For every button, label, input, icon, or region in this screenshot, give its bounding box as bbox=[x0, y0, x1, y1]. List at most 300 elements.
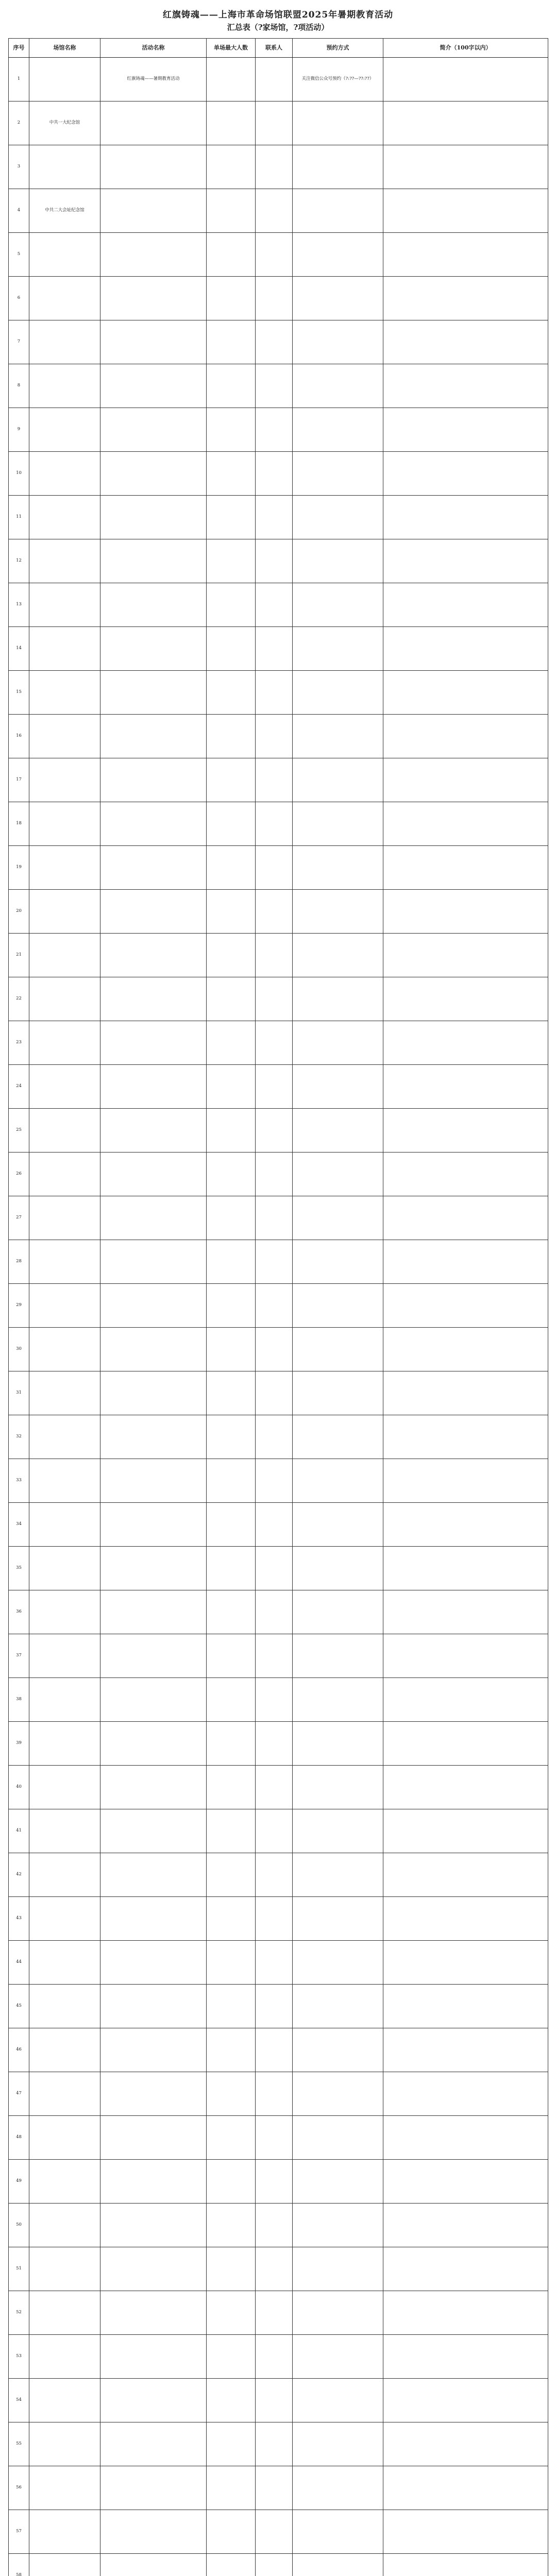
contact-person-cell bbox=[256, 408, 293, 452]
activity-intro-cell bbox=[383, 1109, 548, 1153]
venue-name-cell bbox=[29, 2510, 100, 2554]
table-row bbox=[9, 364, 548, 408]
contact-person-cell bbox=[256, 1853, 293, 1897]
booking-method-cell bbox=[293, 2247, 383, 2291]
activity-intro-cell bbox=[383, 1503, 548, 1547]
row-index-cell: 58 bbox=[9, 2554, 29, 2576]
row-index-cell: 53 bbox=[9, 2335, 29, 2379]
row-index-cell: 24 bbox=[9, 1065, 29, 1109]
max-capacity-cell bbox=[207, 627, 256, 671]
max-capacity-cell bbox=[207, 189, 256, 233]
activity-name-cell bbox=[100, 758, 207, 802]
row-index-cell: 50 bbox=[9, 2204, 29, 2247]
contact-person-cell bbox=[256, 1153, 293, 1196]
contact-person-cell bbox=[256, 671, 293, 715]
table-row bbox=[9, 2422, 548, 2466]
max-capacity-cell bbox=[207, 934, 256, 977]
booking-method-cell bbox=[293, 758, 383, 802]
booking-method-cell bbox=[293, 1503, 383, 1547]
max-capacity-cell bbox=[207, 890, 256, 934]
contact-person-cell bbox=[256, 1897, 293, 1941]
venue-name-cell bbox=[29, 1021, 100, 1065]
row-index-cell: 36 bbox=[9, 1590, 29, 1634]
table-row bbox=[9, 1809, 548, 1853]
activity-name-cell bbox=[100, 1634, 207, 1678]
booking-method-cell bbox=[293, 1722, 383, 1766]
booking-method-cell bbox=[293, 1634, 383, 1678]
max-capacity-cell bbox=[207, 1590, 256, 1634]
max-capacity-cell bbox=[207, 408, 256, 452]
contact-person-cell bbox=[256, 890, 293, 934]
venue-name-cell bbox=[29, 1065, 100, 1109]
header-cell-venue: 场馆名称 bbox=[29, 39, 100, 58]
booking-method-cell bbox=[293, 2072, 383, 2116]
contact-person-cell bbox=[256, 2072, 293, 2116]
venue-name-cell bbox=[29, 1328, 100, 1371]
max-capacity-cell bbox=[207, 2335, 256, 2379]
table-row bbox=[9, 1766, 548, 1809]
contact-person-cell bbox=[256, 189, 293, 233]
row-index-cell: 11 bbox=[9, 496, 29, 539]
table-row bbox=[9, 1941, 548, 1985]
booking-method-cell bbox=[293, 1065, 383, 1109]
row-index-cell: 29 bbox=[9, 1284, 29, 1328]
activity-name-cell bbox=[100, 2204, 207, 2247]
max-capacity-cell bbox=[207, 1809, 256, 1853]
max-capacity-cell bbox=[207, 1722, 256, 1766]
activity-intro-cell bbox=[383, 715, 548, 758]
table-row bbox=[9, 320, 548, 364]
table-row bbox=[9, 1109, 548, 1153]
max-capacity-cell bbox=[207, 1503, 256, 1547]
table-row bbox=[9, 452, 548, 496]
row-index-cell: 2 bbox=[9, 101, 29, 145]
row-index-cell: 32 bbox=[9, 1415, 29, 1459]
venue-name-cell bbox=[29, 890, 100, 934]
activity-intro-cell bbox=[383, 2554, 548, 2576]
activity-intro-cell bbox=[383, 277, 548, 320]
contact-person-cell bbox=[256, 977, 293, 1021]
booking-method-cell bbox=[293, 2160, 383, 2204]
max-capacity-cell bbox=[207, 2247, 256, 2291]
booking-method-cell bbox=[293, 1284, 383, 1328]
max-capacity-cell bbox=[207, 2028, 256, 2072]
max-capacity-cell bbox=[207, 1853, 256, 1897]
activity-intro-cell bbox=[383, 1678, 548, 1722]
activity-name-cell bbox=[100, 189, 207, 233]
table-row bbox=[9, 934, 548, 977]
activity-intro-cell bbox=[383, 627, 548, 671]
contact-person-cell bbox=[256, 2554, 293, 2576]
booking-method-cell bbox=[293, 1153, 383, 1196]
venue-name-cell bbox=[29, 1153, 100, 1196]
contact-person-cell bbox=[256, 1240, 293, 1284]
venue-name-cell bbox=[29, 1284, 100, 1328]
max-capacity-cell bbox=[207, 977, 256, 1021]
activity-name-cell bbox=[100, 2116, 207, 2160]
row-index-cell: 4 bbox=[9, 189, 29, 233]
header-cell-intro: 简介（100字以内） bbox=[383, 39, 548, 58]
venue-name-cell bbox=[29, 2160, 100, 2204]
activity-intro-cell bbox=[383, 1766, 548, 1809]
table-row bbox=[9, 2554, 548, 2576]
document-title: 红旗铸魂——上海市革命场馆联盟2025年暑期教育活动 bbox=[162, 10, 394, 20]
activity-name-cell bbox=[100, 671, 207, 715]
max-capacity-cell bbox=[207, 2554, 256, 2576]
booking-method-cell bbox=[293, 145, 383, 189]
activity-intro-cell bbox=[383, 934, 548, 977]
max-capacity-cell bbox=[207, 452, 256, 496]
activity-intro-cell bbox=[383, 2335, 548, 2379]
booking-method-cell bbox=[293, 2379, 383, 2422]
row-index-cell: 40 bbox=[9, 1766, 29, 1809]
activity-intro-cell bbox=[383, 758, 548, 802]
table-row bbox=[9, 1590, 548, 1634]
row-index-cell: 7 bbox=[9, 320, 29, 364]
venue-name-cell bbox=[29, 2554, 100, 2576]
venue-name-cell bbox=[29, 2291, 100, 2335]
row-index-cell: 31 bbox=[9, 1371, 29, 1415]
booking-method-cell bbox=[293, 2335, 383, 2379]
booking-method-cell bbox=[293, 671, 383, 715]
contact-person-cell bbox=[256, 452, 293, 496]
contact-person-cell bbox=[256, 1766, 293, 1809]
row-index-cell: 25 bbox=[9, 1109, 29, 1153]
booking-method-cell bbox=[293, 627, 383, 671]
booking-method-cell bbox=[293, 2204, 383, 2247]
table-row bbox=[9, 890, 548, 934]
max-capacity-cell bbox=[207, 2510, 256, 2554]
row-index-cell: 5 bbox=[9, 233, 29, 277]
contact-person-cell bbox=[256, 2422, 293, 2466]
booking-method-cell bbox=[293, 2116, 383, 2160]
max-capacity-cell bbox=[207, 101, 256, 145]
row-index-cell: 47 bbox=[9, 2072, 29, 2116]
max-capacity-cell bbox=[207, 758, 256, 802]
venue-name-cell bbox=[29, 1109, 100, 1153]
activity-name-cell bbox=[100, 1547, 207, 1590]
max-capacity-cell bbox=[207, 1766, 256, 1809]
activity-intro-cell bbox=[383, 364, 548, 408]
table-row bbox=[9, 2028, 548, 2072]
venue-name-cell bbox=[29, 58, 100, 101]
table-row bbox=[9, 2466, 548, 2510]
activity-name-cell bbox=[100, 1459, 207, 1503]
activity-intro-cell bbox=[383, 1415, 548, 1459]
table-row bbox=[9, 1503, 548, 1547]
row-index-cell: 12 bbox=[9, 539, 29, 583]
activity-name-cell bbox=[100, 846, 207, 890]
table-row bbox=[9, 1985, 548, 2028]
activity-name-cell bbox=[100, 233, 207, 277]
activity-intro-cell bbox=[383, 1196, 548, 1240]
contact-person-cell bbox=[256, 1985, 293, 2028]
table-row bbox=[9, 2072, 548, 2116]
activity-intro-cell bbox=[383, 1590, 548, 1634]
booking-method-cell bbox=[293, 189, 383, 233]
activity-name-cell bbox=[100, 1503, 207, 1547]
table-row bbox=[9, 1897, 548, 1941]
contact-person-cell bbox=[256, 2028, 293, 2072]
max-capacity-cell bbox=[207, 1547, 256, 1590]
table-row bbox=[9, 145, 548, 189]
activity-intro-cell bbox=[383, 1547, 548, 1590]
activity-name-cell bbox=[100, 1284, 207, 1328]
table-row bbox=[9, 1634, 548, 1678]
contact-person-cell bbox=[256, 2379, 293, 2422]
max-capacity-cell bbox=[207, 1897, 256, 1941]
activity-name-cell bbox=[100, 1065, 207, 1109]
max-capacity-cell bbox=[207, 1240, 256, 1284]
venue-name-cell bbox=[29, 977, 100, 1021]
table-row bbox=[9, 1547, 548, 1590]
venue-name-cell bbox=[29, 583, 100, 627]
activity-name-cell bbox=[100, 452, 207, 496]
activity-name-cell bbox=[100, 1109, 207, 1153]
activity-intro-cell bbox=[383, 2204, 548, 2247]
max-capacity-cell bbox=[207, 1065, 256, 1109]
max-capacity-cell bbox=[207, 2116, 256, 2160]
activity-intro-cell bbox=[383, 2072, 548, 2116]
activity-name-cell bbox=[100, 2028, 207, 2072]
table-row bbox=[9, 1153, 548, 1196]
booking-method-cell bbox=[293, 846, 383, 890]
activity-name-cell bbox=[100, 1985, 207, 2028]
activity-name-cell bbox=[100, 2335, 207, 2379]
activity-intro-cell bbox=[383, 846, 548, 890]
row-index-cell: 19 bbox=[9, 846, 29, 890]
max-capacity-cell bbox=[207, 1415, 256, 1459]
venue-name-cell: 中共一大纪念馆 bbox=[29, 101, 100, 145]
contact-person-cell bbox=[256, 846, 293, 890]
booking-method-cell bbox=[293, 408, 383, 452]
contact-person-cell bbox=[256, 58, 293, 101]
contact-person-cell bbox=[256, 934, 293, 977]
contact-person-cell bbox=[256, 2466, 293, 2510]
activity-name-cell bbox=[100, 101, 207, 145]
booking-method-cell bbox=[293, 539, 383, 583]
venue-name-cell bbox=[29, 2466, 100, 2510]
booking-method-cell bbox=[293, 1941, 383, 1985]
table-row bbox=[9, 539, 548, 583]
contact-person-cell bbox=[256, 583, 293, 627]
contact-person-cell bbox=[256, 233, 293, 277]
table-row bbox=[9, 802, 548, 846]
row-index-cell: 9 bbox=[9, 408, 29, 452]
activity-name-cell bbox=[100, 715, 207, 758]
contact-person-cell bbox=[256, 1547, 293, 1590]
booking-method-cell bbox=[293, 802, 383, 846]
activity-name-cell bbox=[100, 277, 207, 320]
table-row bbox=[9, 1415, 548, 1459]
activity-name-cell bbox=[100, 2554, 207, 2576]
venue-name-cell bbox=[29, 1678, 100, 1722]
table-row bbox=[9, 233, 548, 277]
contact-person-cell bbox=[256, 2291, 293, 2335]
max-capacity-cell bbox=[207, 2204, 256, 2247]
max-capacity-cell bbox=[207, 2160, 256, 2204]
row-index-cell: 41 bbox=[9, 1809, 29, 1853]
contact-person-cell bbox=[256, 1503, 293, 1547]
venue-name-cell bbox=[29, 1766, 100, 1809]
table-row bbox=[9, 408, 548, 452]
booking-method-cell bbox=[293, 320, 383, 364]
contact-person-cell bbox=[256, 2510, 293, 2554]
contact-person-cell bbox=[256, 1590, 293, 1634]
venue-name-cell bbox=[29, 2247, 100, 2291]
table-header-row bbox=[9, 39, 548, 58]
row-index-cell: 38 bbox=[9, 1678, 29, 1722]
activity-intro-cell bbox=[383, 1941, 548, 1985]
row-index-cell: 33 bbox=[9, 1459, 29, 1503]
table-row bbox=[9, 496, 548, 539]
contact-person-cell bbox=[256, 1196, 293, 1240]
table-row bbox=[9, 1678, 548, 1722]
max-capacity-cell bbox=[207, 1109, 256, 1153]
table-row bbox=[9, 101, 548, 145]
venue-name-cell bbox=[29, 1240, 100, 1284]
activity-name-cell bbox=[100, 1590, 207, 1634]
table-row bbox=[9, 2335, 548, 2379]
venue-name-cell bbox=[29, 1415, 100, 1459]
table-row bbox=[9, 277, 548, 320]
booking-method-cell bbox=[293, 715, 383, 758]
booking-method-cell bbox=[293, 2510, 383, 2554]
venue-name-cell bbox=[29, 715, 100, 758]
activity-intro-cell bbox=[383, 1809, 548, 1853]
row-index-cell: 39 bbox=[9, 1722, 29, 1766]
table-row bbox=[9, 1722, 548, 1766]
activity-intro-cell bbox=[383, 977, 548, 1021]
venue-name-cell bbox=[29, 1985, 100, 2028]
header-cell-activity: 活动名称 bbox=[100, 39, 207, 58]
activity-intro-cell bbox=[383, 2466, 548, 2510]
row-index-cell: 3 bbox=[9, 145, 29, 189]
booking-method-cell bbox=[293, 452, 383, 496]
row-index-cell: 46 bbox=[9, 2028, 29, 2072]
activity-intro-cell bbox=[383, 496, 548, 539]
venue-name-cell bbox=[29, 2379, 100, 2422]
activity-name-cell bbox=[100, 1853, 207, 1897]
venue-name-cell bbox=[29, 408, 100, 452]
table-row bbox=[9, 977, 548, 1021]
activity-name-cell bbox=[100, 583, 207, 627]
booking-method-cell bbox=[293, 1459, 383, 1503]
max-capacity-cell bbox=[207, 1941, 256, 1985]
table-row bbox=[9, 189, 548, 233]
activity-intro-cell bbox=[383, 145, 548, 189]
activity-name-cell: 红旗铸魂——暑期教育活动 bbox=[100, 58, 207, 101]
booking-method-cell bbox=[293, 1415, 383, 1459]
document-subtitle: 汇总表（?家场馆，?项活动） bbox=[227, 23, 329, 32]
venue-name-cell bbox=[29, 1941, 100, 1985]
venue-name-cell bbox=[29, 233, 100, 277]
max-capacity-cell bbox=[207, 1371, 256, 1415]
contact-person-cell bbox=[256, 496, 293, 539]
venue-name-cell bbox=[29, 145, 100, 189]
table-row bbox=[9, 583, 548, 627]
table-row bbox=[9, 2247, 548, 2291]
max-capacity-cell bbox=[207, 1459, 256, 1503]
table-row bbox=[9, 2160, 548, 2204]
booking-method-cell bbox=[293, 101, 383, 145]
max-capacity-cell bbox=[207, 2466, 256, 2510]
contact-person-cell bbox=[256, 802, 293, 846]
table-row bbox=[9, 846, 548, 890]
booking-method-cell bbox=[293, 2554, 383, 2576]
max-capacity-cell bbox=[207, 671, 256, 715]
row-index-cell: 43 bbox=[9, 1897, 29, 1941]
row-index-cell: 30 bbox=[9, 1328, 29, 1371]
row-index-cell: 18 bbox=[9, 802, 29, 846]
contact-person-cell bbox=[256, 364, 293, 408]
venue-name-cell bbox=[29, 1634, 100, 1678]
row-index-cell: 16 bbox=[9, 715, 29, 758]
venue-name-cell bbox=[29, 1196, 100, 1240]
activity-name-cell bbox=[100, 539, 207, 583]
row-index-cell: 15 bbox=[9, 671, 29, 715]
table-row bbox=[9, 2379, 548, 2422]
max-capacity-cell bbox=[207, 1153, 256, 1196]
contact-person-cell bbox=[256, 1109, 293, 1153]
activity-intro-cell bbox=[383, 1153, 548, 1196]
row-index-cell: 26 bbox=[9, 1153, 29, 1196]
contact-person-cell bbox=[256, 2335, 293, 2379]
contact-person-cell bbox=[256, 2116, 293, 2160]
contact-person-cell bbox=[256, 1415, 293, 1459]
table-row bbox=[9, 1240, 548, 1284]
activity-name-cell bbox=[100, 2466, 207, 2510]
booking-method-cell bbox=[293, 2466, 383, 2510]
contact-person-cell bbox=[256, 145, 293, 189]
venue-name-cell bbox=[29, 364, 100, 408]
contact-person-cell bbox=[256, 1634, 293, 1678]
venue-name-cell bbox=[29, 802, 100, 846]
max-capacity-cell bbox=[207, 277, 256, 320]
booking-method-cell bbox=[293, 2028, 383, 2072]
max-capacity-cell bbox=[207, 1634, 256, 1678]
booking-method-cell bbox=[293, 1547, 383, 1590]
activity-name-cell bbox=[100, 1371, 207, 1415]
venue-name-cell bbox=[29, 846, 100, 890]
activity-intro-cell bbox=[383, 189, 548, 233]
table-row bbox=[9, 1371, 548, 1415]
activity-name-cell bbox=[100, 1415, 207, 1459]
booking-method-cell bbox=[293, 1240, 383, 1284]
row-index-cell: 49 bbox=[9, 2160, 29, 2204]
activity-intro-cell bbox=[383, 1240, 548, 1284]
table-row bbox=[9, 1459, 548, 1503]
row-index-cell: 8 bbox=[9, 364, 29, 408]
contact-person-cell bbox=[256, 1809, 293, 1853]
activity-name-cell bbox=[100, 408, 207, 452]
contact-person-cell bbox=[256, 539, 293, 583]
booking-method-cell bbox=[293, 1328, 383, 1371]
contact-person-cell bbox=[256, 1021, 293, 1065]
venue-name-cell bbox=[29, 1722, 100, 1766]
contact-person-cell bbox=[256, 1941, 293, 1985]
venue-name-cell: 中共二大会址纪念馆 bbox=[29, 189, 100, 233]
booking-method-cell bbox=[293, 364, 383, 408]
booking-method-cell bbox=[293, 1196, 383, 1240]
activity-intro-cell bbox=[383, 101, 548, 145]
venue-name-cell bbox=[29, 539, 100, 583]
row-index-cell: 21 bbox=[9, 934, 29, 977]
activity-intro-cell bbox=[383, 539, 548, 583]
row-index-cell: 54 bbox=[9, 2379, 29, 2422]
activity-name-cell bbox=[100, 1722, 207, 1766]
booking-method-cell bbox=[293, 2422, 383, 2466]
